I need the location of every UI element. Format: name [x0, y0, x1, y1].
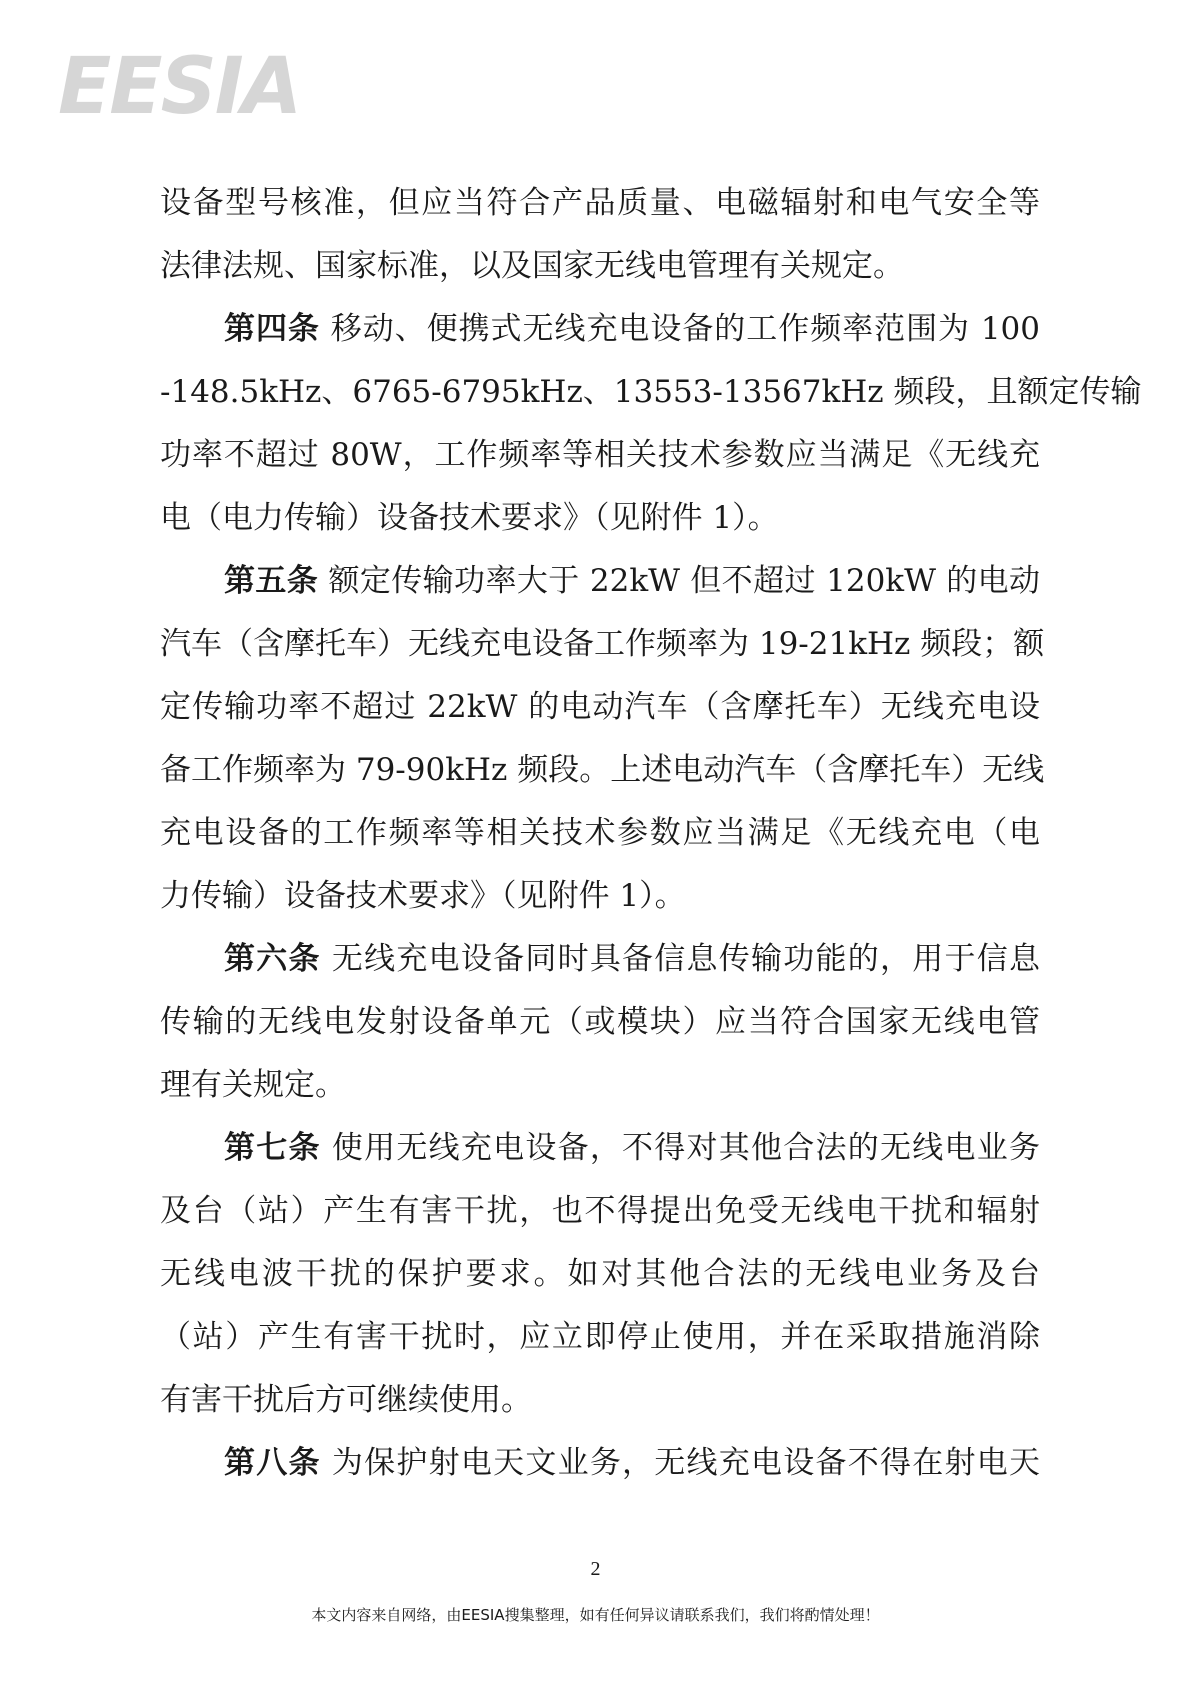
- text-line: 力传输）设备技术要求》（见附件 1）。: [160, 878, 686, 914]
- text-line: （站）产生有害干扰时，应立即停止使用，并在采取措施消除: [160, 1319, 1040, 1355]
- text-line: -148.5kHz、6765-6795kHz、13553-13567kHz 频段，且额定传输: [160, 374, 1142, 410]
- article-6-heading-line: 第六条 无线充电设备同时具备信息传输功能的，用于信息: [224, 941, 1041, 977]
- article-label: 第八条: [224, 1445, 321, 1481]
- article-8-heading-line: 第八条 为保护射电天文业务，无线充电设备不得在射电天: [224, 1445, 1041, 1481]
- article-label: 第七条: [224, 1130, 321, 1166]
- text-line: 汽车（含摩托车）无线充电设备工作频率为 19-21kHz 频段；额: [160, 626, 1045, 662]
- article-label: 第五条: [224, 563, 319, 599]
- text-line: 有害干扰后方可继续使用。: [160, 1382, 532, 1418]
- text-line: 充电设备的工作频率等相关技术参数应当满足《无线充电（电: [160, 815, 1040, 851]
- text-line: 电（电力传输）设备技术要求》（见附件 1）。: [160, 500, 779, 536]
- text-line: 及台（站）产生有害干扰，也不得提出免受无线电干扰和辐射: [160, 1193, 1040, 1229]
- text-line: 传输的无线电发射设备单元（或模块）应当符合国家无线电管: [160, 1004, 1040, 1040]
- article-5-heading-line: 第五条 额定传输功率大于 22kW 但不超过 120kW 的电动: [224, 563, 1040, 599]
- article-4-heading-line: 第四条 移动、便携式无线充电设备的工作频率范围为 100: [224, 311, 1040, 347]
- text-line: 功率不超过 80W，工作频率等相关技术参数应当满足《无线充: [160, 437, 1040, 473]
- document-body: [160, 172, 1142, 1495]
- article-label: 第四条: [224, 311, 320, 347]
- article-label: 第六条: [224, 941, 321, 977]
- page-number: 2: [590, 1558, 601, 1580]
- text-line: 理有关规定。: [160, 1067, 346, 1103]
- text-line: 备工作频率为 79-90kHz 频段。上述电动汽车（含摩托车）无线: [160, 752, 1045, 788]
- text-line: 无线电波干扰的保护要求。如对其他合法的无线电业务及台: [160, 1256, 1040, 1292]
- text-line: 设备型号核准，但应当符合产品质量、电磁辐射和电气安全等: [160, 185, 1040, 221]
- text-line: 定传输功率不超过 22kW 的电动汽车（含摩托车）无线充电设: [160, 689, 1040, 725]
- eesia-logo: EESIA: [58, 42, 301, 132]
- footer-note: 本文内容来自网络，由EESIA搜集整理，如有任何异议请联系我们，我们将酌情处理！: [311, 1606, 880, 1624]
- text-line: 法律法规、国家标准，以及国家无线电管理有关规定。: [160, 248, 904, 284]
- article-7-heading-line: 第七条 使用无线充电设备，不得对其他合法的无线电业务: [224, 1130, 1041, 1166]
